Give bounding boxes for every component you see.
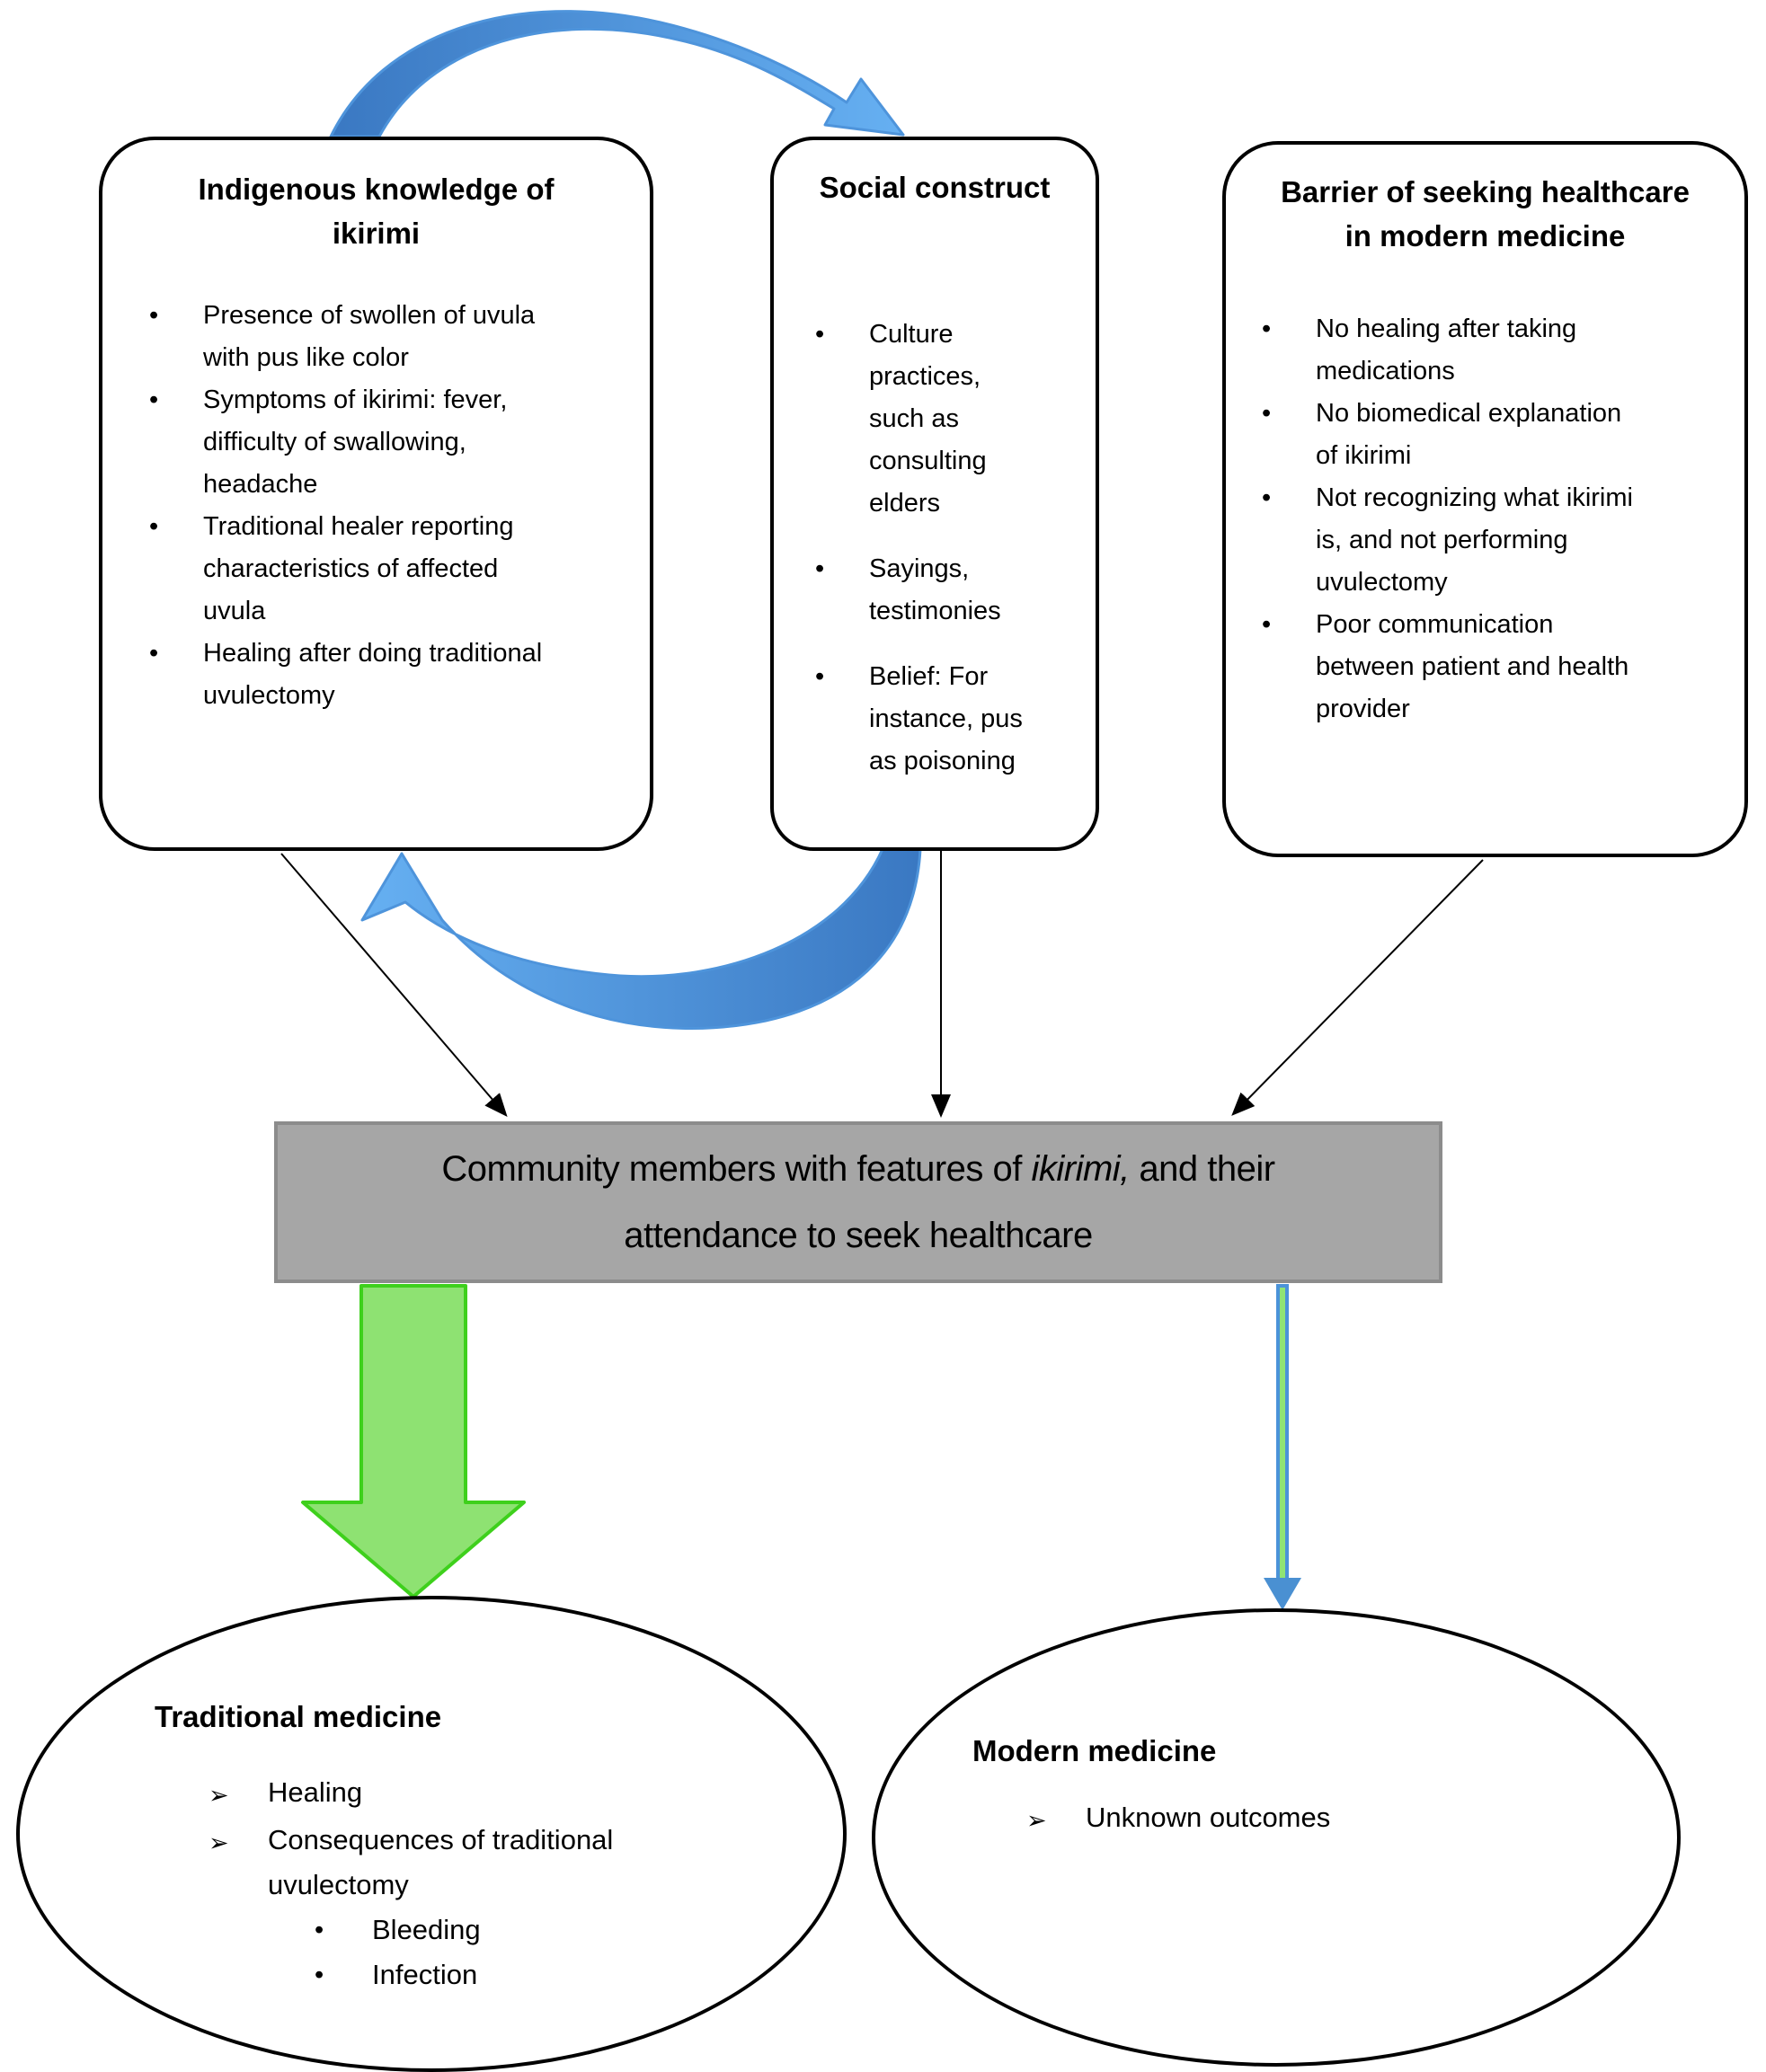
ellipse-traditional-medicine [16,1596,847,2072]
list-item [149,506,650,633]
ellipse-modern-medicine [872,1608,1681,2067]
box-title [102,167,650,255]
item-text: Bleeding [372,1914,481,1945]
bullet-text: No biomedical explanation of ikirimi [1316,399,1622,470]
item-text: Unknown outcomes [1086,1802,1331,1833]
box-community-members [274,1121,1442,1283]
ellipse-title: Traditional medicine [155,1700,442,1733]
bullet-text: Healing after doing traditional uvulectomy [203,639,543,710]
bullet-text: Not recognizing what ikirimi is, and not performing uvulectomy [1316,483,1633,597]
list-item [209,1770,843,1818]
list-item [209,1818,843,1908]
bullet-icon: • [815,320,825,349]
list-item [315,1952,843,1997]
item-text: Consequences of traditional uvulectomy [268,1824,614,1900]
central-line1-prefix: Community members with features of [441,1149,1032,1189]
central-line1 [441,1136,1274,1202]
bullet-list [1262,308,1744,731]
ellipse-items [1026,1795,1677,1843]
list-item [1262,393,1744,477]
bullet-text: No healing after taking medications [1316,314,1577,385]
blue-thin-arrow-shaft [1278,1286,1287,1580]
connector-right-arrow [1234,860,1483,1113]
bullet-icon: • [1262,399,1272,428]
central-line1-italic: ikirimi, [1031,1149,1130,1189]
list-item [815,314,1096,525]
bullet-text: Traditional healer reporting characteristics of affected uvula [203,512,514,625]
arrow-bullet-icon: ➢ [1026,1807,1047,1834]
central-line1-suffix: and their [1129,1149,1275,1189]
bullet-icon: • [315,1916,324,1944]
bullet-icon: • [1262,610,1272,639]
bullet-icon: • [149,301,159,330]
arrow-bullet-icon: ➢ [209,1782,229,1809]
bullet-list [149,295,650,717]
bullet-icon: • [149,639,159,668]
bullet-text: Sayings, testimonies [869,554,1001,625]
curved-arrow-top-icon [331,12,903,137]
blue-thin-arrow-head-icon [1264,1578,1301,1610]
box-indigenous-knowledge [99,137,653,851]
box-title-line1: Indigenous knowledge of [198,173,555,206]
list-item [1026,1795,1677,1843]
list-item [149,295,650,379]
central-line2: attendance to seek healthcare [624,1216,1093,1255]
box-title-line1: Social construct [819,171,1051,204]
box-title-line2: in modern medicine [1344,219,1626,252]
box-title-line2: ikirimi [332,217,421,250]
box-title [774,165,1096,209]
list-item [1262,604,1744,731]
bullet-icon: • [815,662,825,691]
list-item [815,548,1096,633]
green-block-arrow-icon [303,1286,524,1597]
bullet-icon: • [149,385,159,414]
box-title-line1: Barrier of seeking healthcare [1281,175,1690,208]
list-item [149,633,650,717]
bullet-list [815,314,1096,783]
ellipse-items [209,1770,843,1997]
bullet-text: Poor communication between patient and health provider [1316,610,1629,723]
bullet-icon: • [315,1961,324,1989]
bullet-text: Presence of swollen of uvula with pus like color [203,301,536,372]
item-text: Healing [268,1776,363,1808]
list-item [315,1908,843,1952]
box-barrier-healthcare [1222,141,1748,857]
bullet-icon: • [1262,314,1272,343]
box-social-construct [770,137,1099,851]
list-item [149,379,650,506]
ellipse-title: Modern medicine [972,1734,1217,1767]
list-item [1262,308,1744,393]
bullet-icon: • [1262,483,1272,512]
bullet-text: Symptoms of ikirimi: fever, difficulty of swallowing, headache [203,385,508,499]
arrow-bullet-icon: ➢ [209,1829,229,1856]
bullet-text: Belief: For instance, pus as poisoning [869,662,1023,775]
list-item [1262,477,1744,604]
list-item [815,656,1096,783]
bullet-icon: • [149,512,159,541]
item-text: Infection [372,1959,478,1990]
bullet-text: Culture practices, such as consulting elders [869,320,987,518]
curved-arrow-bottom-icon [362,849,920,1029]
box-title [1226,170,1744,258]
bullet-icon: • [815,554,825,583]
